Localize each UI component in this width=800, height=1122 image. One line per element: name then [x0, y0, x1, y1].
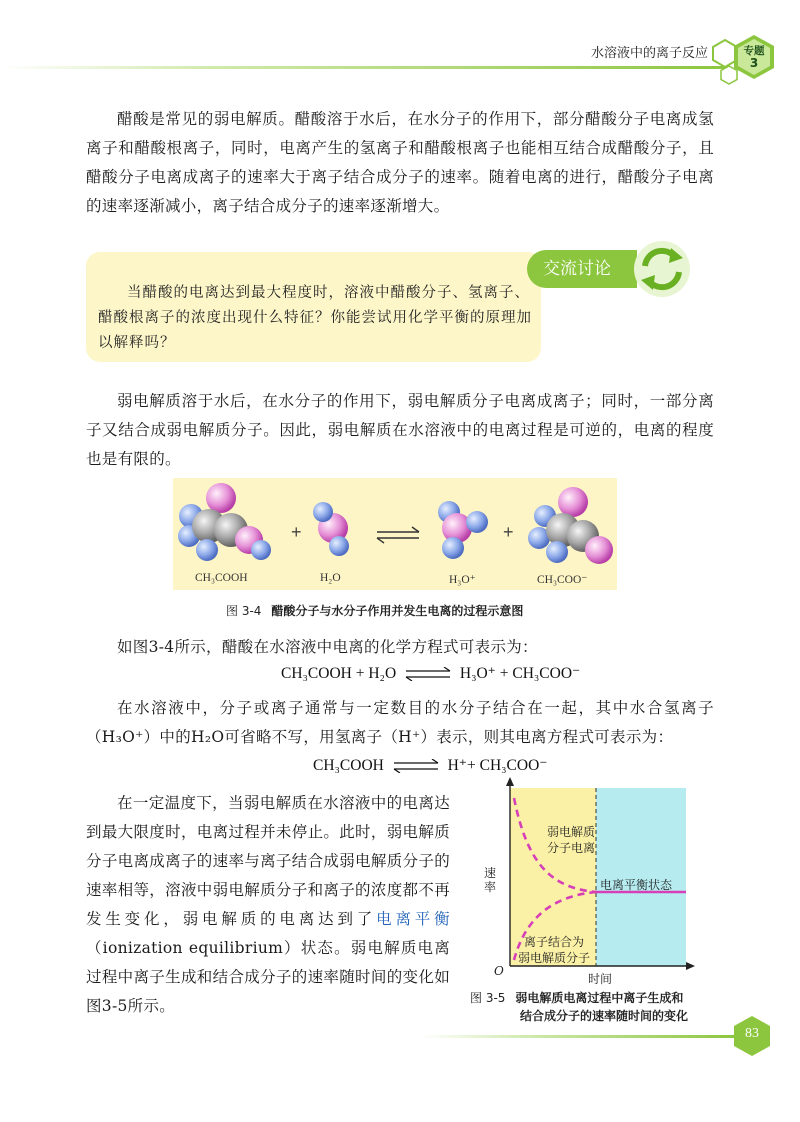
figure-3-5	[470, 776, 700, 986]
label-combination-line-2: 弱电解质分子	[517, 951, 590, 965]
label-ionization-line-2: 分子电离	[546, 841, 595, 855]
equation-2-left: CH₃COOH	[313, 757, 384, 774]
paragraph-5-after: （ionization equilibrium）状态。弱电解质电离过程中离子生成和结合成分子的速率随时间的变化如图3-5所示。	[86, 939, 450, 1015]
label-h2o: H₂O	[320, 572, 341, 584]
paragraph-5-before: 在一定温度下，当弱电解质在水溶液中的电离达到最大限度时，电离过程并未停止。此时，弱电解质分子电离成离子的速率与离子结合成弱电解质分子的速率相等，溶液中弱电解质分子和离子的浓度都不再发生变化，弱电解质的电离达到了	[86, 794, 450, 928]
equation-2	[313, 756, 547, 775]
figure-3-5-title-line-1: 弱电解质电离过程中离子生成和	[515, 991, 684, 1005]
equation-1-left: CH₃COOH + H₂O	[281, 665, 397, 682]
label-ch3cooh: CH₃COOH	[195, 572, 248, 584]
term-ionization-equilibrium: 电离平衡	[376, 910, 450, 928]
paragraph-4	[86, 694, 714, 752]
x-axis-label: 时间	[588, 972, 613, 986]
paragraph-1	[86, 105, 714, 221]
equation-1-right: H₃O⁺ + CH₃COO⁻	[459, 665, 581, 682]
paragraph-5-text	[86, 789, 450, 1021]
figure-3-4-title: 醋酸分子与水分子作用并发生电离的过程示意图	[271, 604, 524, 618]
label-ionization	[536, 824, 606, 856]
badge-number: 3	[749, 56, 759, 70]
paragraph-4-text: 在水溶液中，分子或离子通常与一定数目的水分子结合在一起，其中水合氢离子（H₃O⁺）中的H₂O可省略不写，用氢离子（H⁺）表示，则其电离方程式可表示为：	[86, 699, 714, 746]
figure-3-4	[173, 478, 617, 590]
equilibrium-arrow-icon	[404, 667, 452, 681]
label-combination-line-1: 离子结合为	[523, 935, 584, 949]
paragraph-2	[86, 387, 714, 474]
label-equilibrium-state: 电离平衡状态	[600, 878, 673, 892]
running-header-title: 水溶液中的离子反应	[590, 46, 708, 61]
plus-sign-2: +	[503, 522, 514, 542]
discussion-tag: 交流讨论	[527, 250, 637, 288]
paragraph-1-text: 醋酸是常见的弱电解质。醋酸溶于水后，在水分子的作用下，部分醋酸分子电离成氢离子和醋酸根离子，同时，电离产生的氢离子和醋酸根离子也能相互结合成醋酸分子，且醋酸分子电离成离子的速率大于离子结合成分子的速率。随着电离的进行，醋酸分子电离的速率逐渐减小，离子结合成分子的速率逐渐增大。	[86, 110, 714, 215]
figure-3-4-caption	[226, 602, 523, 619]
acetic-acid-molecule	[178, 483, 271, 561]
label-h3o: H₃O⁺	[449, 574, 476, 586]
paragraph-5	[86, 789, 450, 1021]
equilibrium-arrow-icon	[392, 759, 440, 773]
reversible-arrow-icon	[377, 527, 419, 543]
discussion-question: 当醋酸的电离达到最大程度时，溶液中醋酸分子、氢离子、醋酸根离子的浓度出现什么特征？你能尝试用化学平衡的原理加以解释吗？	[98, 285, 532, 351]
paragraph-3	[86, 633, 714, 662]
footer-rule	[420, 1035, 735, 1038]
label-ch3coo: CH₃COO⁻	[537, 574, 588, 586]
paragraph-3-text: 如图3-4所示，醋酸在水溶液中电离的化学方程式可表示为：	[117, 638, 538, 656]
y-axis-arrow-icon	[506, 777, 514, 786]
figure-3-5-number: 图 3-5	[470, 991, 506, 1005]
figure-3-5-caption	[470, 989, 730, 1025]
equation-1	[281, 664, 580, 683]
paragraph-2-text: 弱电解质溶于水后，在水分子的作用下，弱电解质分子电离成离子；同时，一部分离子又结合成弱电解质分子。因此，弱电解质在水溶液中的电离过程是可逆的，电离的程度也是有限的。	[86, 392, 714, 468]
figure-3-5-title-line-2: 结合成分子的速率随时间的变化	[520, 1009, 689, 1023]
hydronium-ion	[438, 501, 488, 559]
header-rule	[0, 66, 730, 69]
plus-sign-1: +	[291, 522, 302, 542]
refresh-cycle-icon	[633, 240, 691, 298]
water-molecule	[313, 502, 349, 556]
badge-label: 专题	[743, 45, 765, 57]
acetate-ion	[528, 487, 613, 564]
label-combination	[512, 934, 596, 966]
page-number: 83	[745, 1026, 759, 1041]
figure-3-4-number: 图 3-4	[226, 604, 262, 618]
small-hexagon-icon	[718, 64, 740, 86]
y-axis-label: 速率	[484, 866, 497, 894]
equation-2-right: H⁺+ CH₃COO⁻	[447, 757, 548, 774]
x-axis-arrow-icon	[686, 962, 695, 970]
label-ionization-line-1: 弱电解质	[546, 825, 595, 839]
origin-label: O	[494, 964, 504, 978]
